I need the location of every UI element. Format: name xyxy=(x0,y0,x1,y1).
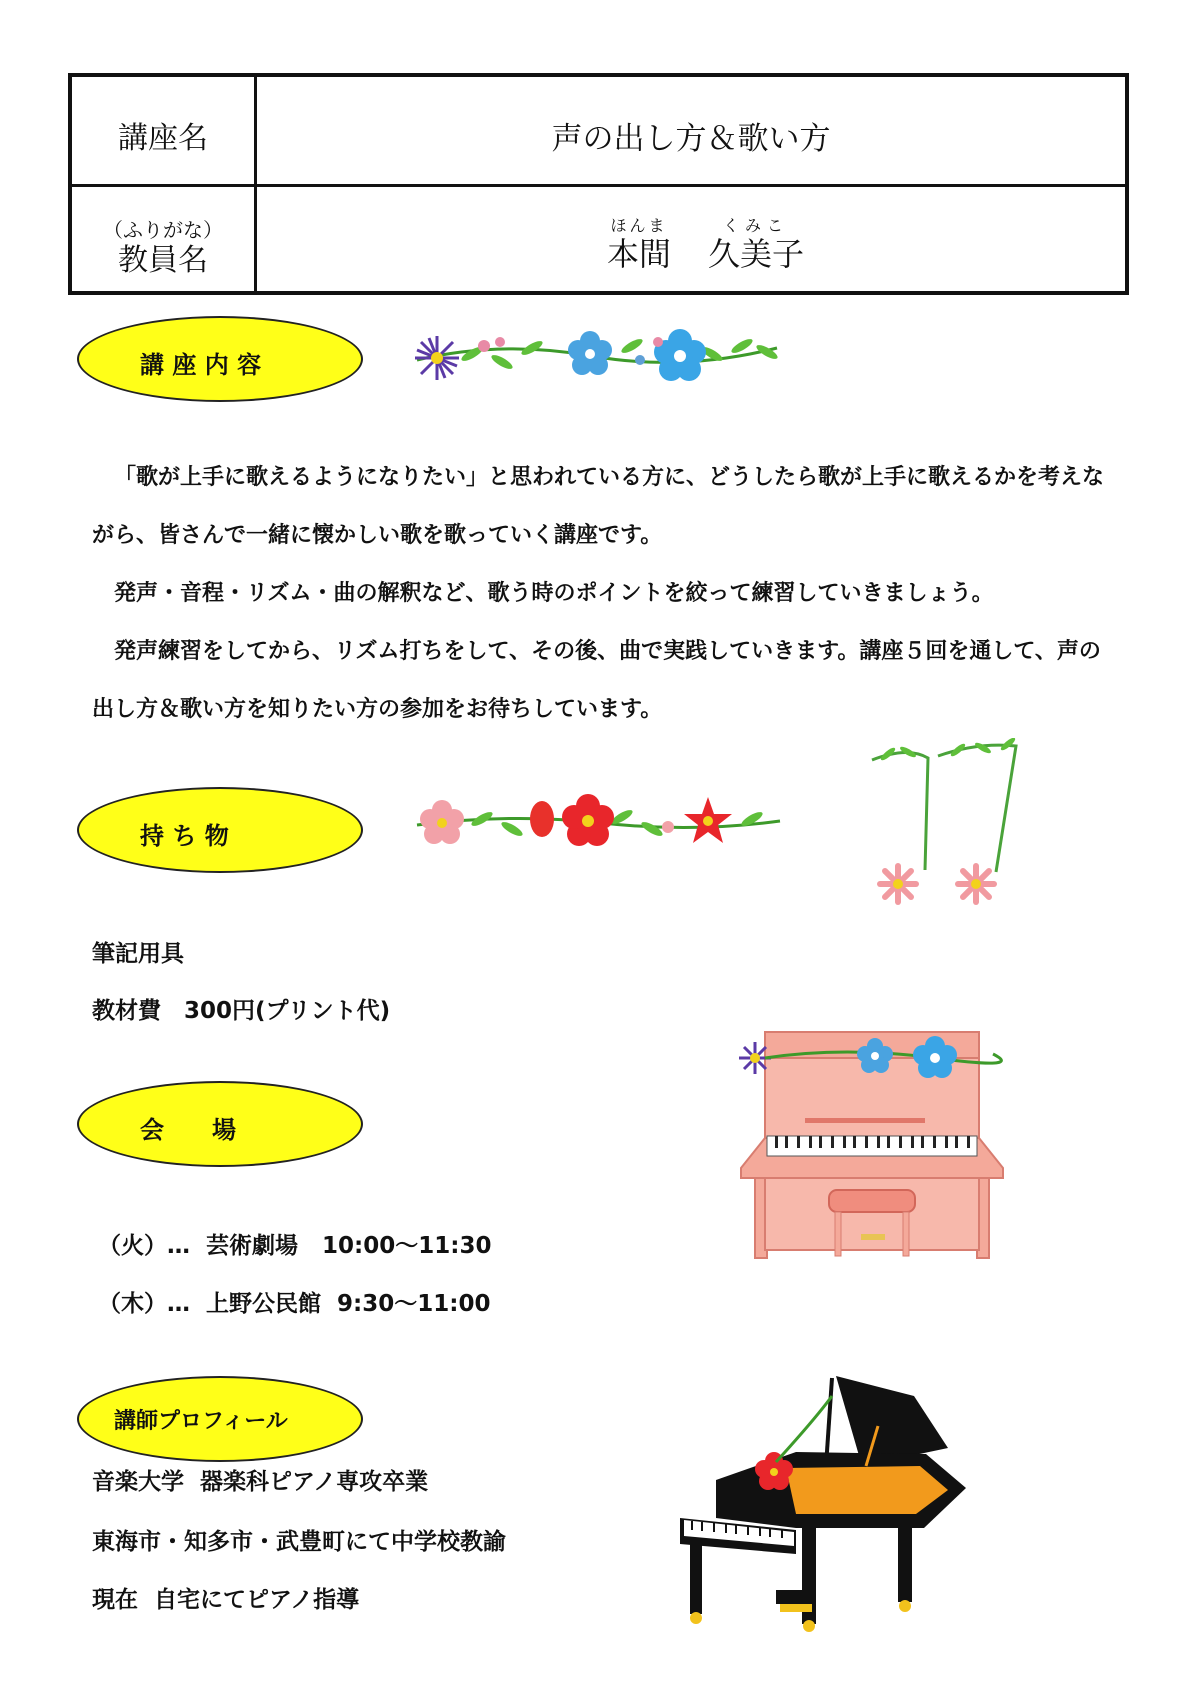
teacher-label: 教員名 xyxy=(118,243,208,278)
venue-line-thursday: （木）… 上野公民館 9:30～11:00 xyxy=(98,1291,491,1317)
grand-piano-illustration xyxy=(676,1368,981,1633)
content-paragraph-3: 発声練習をしてから、リズム打ちをして、その後、曲で実践していきます。講座５回を通して、声の出し方＆歌い方を知りたい方の参加をお待ちしています。 xyxy=(92,639,1101,722)
flower-garland-red xyxy=(412,789,784,857)
venue-line-tuesday: （火）… 芸術劇場 10:00～11:30 xyxy=(98,1233,492,1259)
furigana-label: （ふりがな） xyxy=(103,218,223,242)
teacher-surname: 本間 xyxy=(606,235,671,273)
table-divider xyxy=(254,77,257,291)
content-body xyxy=(92,449,1122,739)
profile-line-2: 東海市・知多市・武豊町にて中学校教諭 xyxy=(92,1529,506,1555)
profile-line-1: 音楽大学 器楽科ピアノ専攻卒業 xyxy=(92,1469,429,1495)
given-name-furigana: くみこ xyxy=(722,216,789,235)
course-label: 講座名 xyxy=(118,121,208,156)
profile-heading: 講師プロフィール xyxy=(114,1409,288,1434)
teacher-given-name: 久美子 xyxy=(707,235,804,273)
content-paragraph-1: 「歌が上手に歌えるようになりたい」と思われている方に、どうしたら歌が上手に歌えるかを考えながら、皆さんで一緒に懐かしい歌を歌っていく講座です。 xyxy=(92,465,1105,548)
upright-piano-illustration xyxy=(735,1028,1010,1268)
items-heading: 持 ち 物 xyxy=(140,822,229,850)
hanging-flowers-illustration xyxy=(868,738,1034,910)
items-line-1: 筆記用具 xyxy=(92,941,184,967)
profile-line-3: 現在 自宅にてピアノ指導 xyxy=(92,1587,360,1613)
content-paragraph-2: 発声・音程・リズム・曲の解釈など、歌う時のポイントを絞って練習していきましょう。 xyxy=(114,581,994,606)
course-title: 声の出し方＆歌い方 xyxy=(551,121,831,157)
flower-garland-blue xyxy=(412,318,784,392)
header-table xyxy=(68,73,1129,295)
content-heading: 講 座 内 容 xyxy=(140,351,262,379)
surname-furigana: ほんま xyxy=(610,216,668,235)
venue-heading: 会 場 xyxy=(140,1116,236,1144)
items-line-2: 教材費 300円(プリント代) xyxy=(92,998,391,1024)
